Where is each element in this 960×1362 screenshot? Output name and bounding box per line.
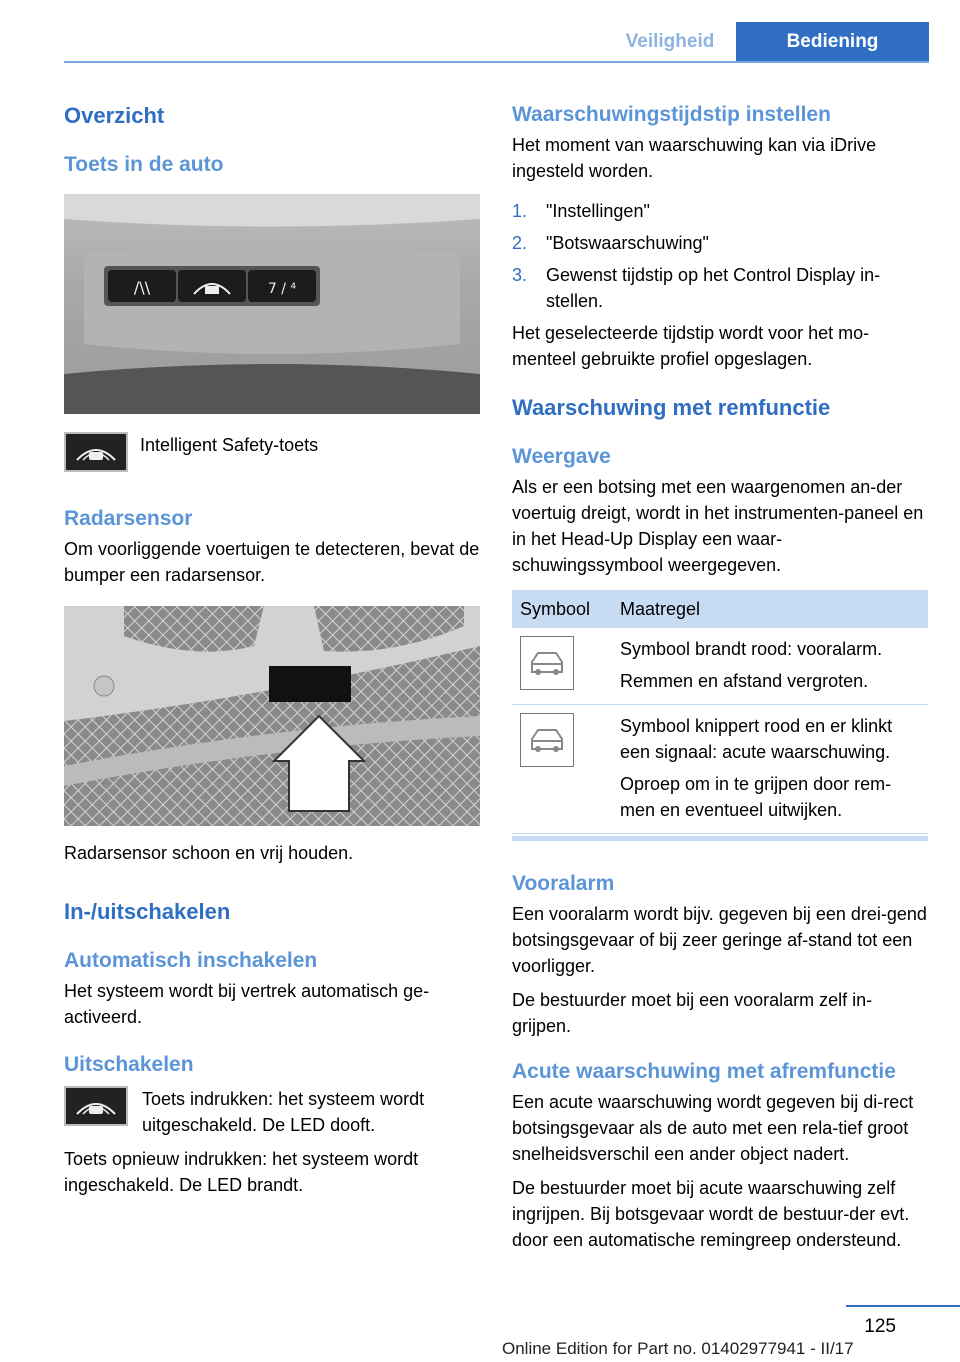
row2-line2: Oproep om in te grijpen door rem-men en eventueel uitwijken. [620,774,892,820]
saved-text: Het geselecteerde tijdstip wordt voor het mo-menteel gebruikte profiel opgeslagen. [512,323,870,369]
prealarm-text: Een vooralarm wordt bijv. gegeven bij een drei-gend botsingsgevaar of bij zeer geringe af-stand tot een voorligger. [512,904,927,976]
row1-line2: Remmen en afstand vergroten. [620,671,869,691]
symbol-table [512,590,928,834]
subsection-title-acute: Acute waarschuwing met afremfunctie [512,1060,896,1083]
intelligent-safety-button-icon [64,1086,128,1126]
on-again-text: Toets opnieuw indrukken: het systeem wordt ingeschakeld. De LED brandt. [64,1149,419,1195]
edition-text: Online Edition for Part no. 01402977941 - II/17 [502,1339,854,1358]
safety-button-legend [64,432,480,472]
acute-text: Een acute waarschuwing wordt gegeven bij di-rect botsingsgevaar als de auto met een rela-tief groot snelheidsverschil een ander object nadert. [512,1092,914,1164]
section-title-brake-warning: Waarschuwing met remfunctie [512,395,831,420]
header-rule [64,61,929,63]
bumper-illustration [64,606,480,826]
subsection-title-display: Weergave [512,445,611,468]
subsection-title-radar: Radarsensor [64,507,193,530]
footer-rule [846,1305,960,1307]
svg-text:7 / ⁴: 7 / ⁴ [267,281,297,297]
subsection-title-prealarm: Vooralarm [512,872,615,895]
car-warning-symbol-icon [520,713,574,767]
section-title-onoff: In-/uitschakelen [64,899,231,924]
subsection-title-warn-time: Waarschuwingstijdstip instellen [512,103,831,126]
acute-text-2: De bestuurder moet bij acute waarschuwing zelf ingrijpen. Bij botsgevaar wordt de bestuur-der evt. door een automatische remingreep ondersteund. [512,1178,910,1250]
radar-text: Om voorliggende voertuigen te detecteren, bevat de bumper een radarsensor. [64,539,480,585]
bumper-photo [64,606,480,826]
table-header-action: Maatregel [612,590,928,628]
prealarm-text-2: De bestuurder moet bij een vooralarm zelf in-grijpen. [512,990,873,1036]
roof-console-photo [64,194,480,414]
roof-console-illustration [64,194,480,414]
intelligent-safety-button-icon [64,432,128,472]
settings-steps [512,198,928,314]
row1-line1: Symbool brandt rood: vooralarm. [620,639,883,659]
svg-text:/\\: /\\ [133,278,151,297]
subsection-title-auto-on: Automatisch inschakelen [64,949,318,972]
list-item: 3. Gewenst tijdstip op het Control Display in-stellen. [512,265,881,311]
page-number: 125 [864,1316,896,1337]
tab-bediening[interactable]: Bediening [736,22,929,62]
table-header-symbol: Symbool [512,590,612,628]
list-item: 1. "Instellingen" [512,201,650,221]
off-text: Toets indrukken: het systeem wordt uitgeschakeld. De LED dooft. [142,1089,425,1135]
table-row [512,628,928,705]
display-text: Als er een botsing met een waargenomen an-der voertuig dreigt, wordt in het instrumenten-paneel en in het Head-Up Display een waar-schuwingssymbool weergegeven. [512,477,924,575]
radar-caption: Radarsensor schoon en vrij houden. [64,843,354,863]
table-end-rule [512,836,928,841]
right-column [512,98,928,1253]
off-button-legend [64,1086,480,1138]
section-title-overview: Overzicht [64,103,165,128]
car-warning-symbol-icon [520,636,574,690]
table-row [512,705,928,834]
auto-on-text: Het systeem wordt bij vertrek automatisch ge-activeerd. [64,981,430,1027]
subsection-title-button: Toets in de auto [64,153,224,176]
left-column [64,98,480,1198]
tab-veiligheid[interactable]: Veiligheid [625,31,715,52]
warn-time-text: Het moment van waarschuwing kan via iDrive ingesteld worden. [512,135,877,181]
row2-line1: Symbool knippert rood en er klinkt een signaal: acute waarschuwing. [620,716,893,762]
subsection-title-off: Uitschakelen [64,1053,194,1076]
button-caption: Intelligent Safety-toets [140,435,319,455]
list-item: 2. "Botswaarschuwing" [512,233,709,253]
